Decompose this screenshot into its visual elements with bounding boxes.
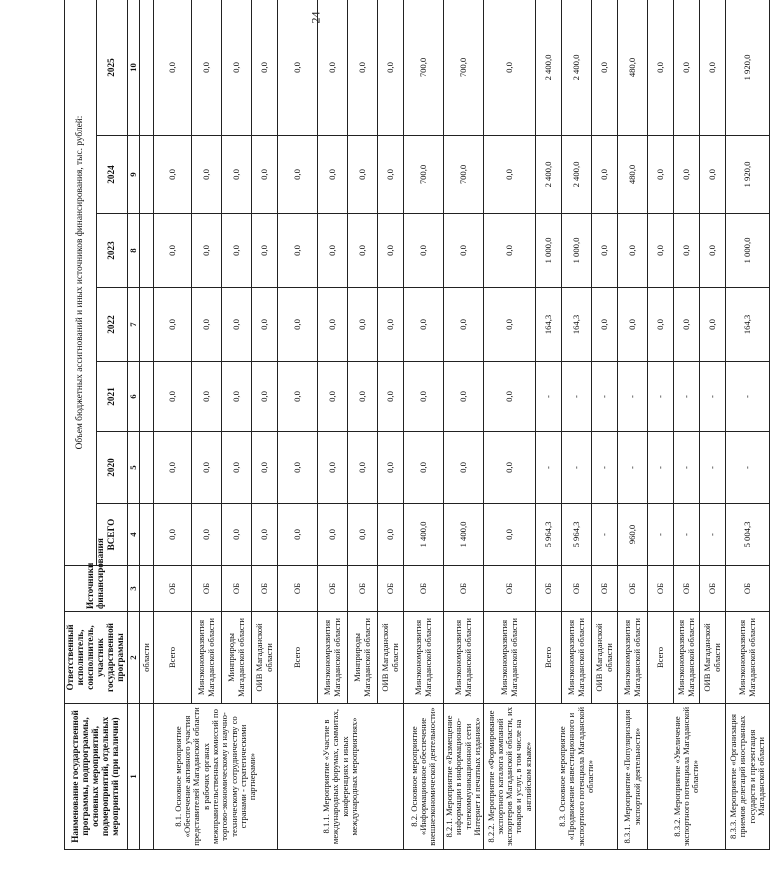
source-cell: ОБ bbox=[348, 566, 378, 612]
table-row bbox=[140, 0, 154, 850]
year-value-cell: 0,0 bbox=[674, 288, 700, 362]
column-number: 3 bbox=[127, 566, 140, 612]
year-value-cell: 0,0 bbox=[700, 214, 726, 288]
year-value-cell: 0,0 bbox=[318, 432, 348, 504]
table-row bbox=[536, 0, 562, 850]
executor-cell: Всего bbox=[154, 612, 192, 704]
header-executor: Ответственный исполнитель, соисполнитель, участник государственной программы bbox=[65, 612, 128, 704]
year-value-cell: - bbox=[562, 362, 592, 432]
source-cell: ОБ bbox=[648, 566, 674, 612]
total-value-cell: 960,0 bbox=[618, 504, 648, 566]
year-value-cell: 0,0 bbox=[278, 0, 318, 136]
activity-name-cell: 8.3.1. Мероприятие «Популяризация экспортной деятельности» bbox=[618, 704, 648, 850]
column-number: 6 bbox=[127, 362, 140, 432]
total-value-cell: 0,0 bbox=[484, 504, 536, 566]
year-value-cell: 0,0 bbox=[252, 214, 278, 288]
column-number: 2 bbox=[127, 612, 140, 704]
source-cell: ОБ bbox=[154, 566, 192, 612]
year-value-cell: 1 000,0 bbox=[726, 214, 770, 288]
year-value-cell: 0,0 bbox=[484, 362, 536, 432]
total-value-cell: 0,0 bbox=[378, 504, 404, 566]
year-value-cell: 0,0 bbox=[618, 214, 648, 288]
year-value-cell bbox=[140, 362, 154, 432]
executor-cell: Минэкономразвития Магаданской области bbox=[726, 612, 770, 704]
column-number: 5 bbox=[127, 432, 140, 504]
year-value-cell: 0,0 bbox=[318, 362, 348, 432]
year-value-cell: - bbox=[618, 362, 648, 432]
year-value-cell: 0,0 bbox=[484, 288, 536, 362]
header-source: Источники финансирования bbox=[65, 566, 128, 612]
activity-name-cell: 8.2.2. Мероприятие «Формирование экспортного каталога компаний экспортеров Магаданской области, их товаров и услуг, в том числе на английском языке» bbox=[484, 704, 536, 850]
year-value-cell: 0,0 bbox=[648, 136, 674, 214]
year-value-cell: 0,0 bbox=[222, 362, 252, 432]
year-value-cell: 0,0 bbox=[278, 136, 318, 214]
year-value-cell: 700,0 bbox=[444, 0, 484, 136]
year-value-cell: 1 000,0 bbox=[536, 214, 562, 288]
year-value-cell: 0,0 bbox=[348, 214, 378, 288]
year-value-cell: 1 920,0 bbox=[726, 136, 770, 214]
year-value-cell: 0,0 bbox=[674, 136, 700, 214]
year-value-cell: 0,0 bbox=[154, 0, 192, 136]
column-number: 8 bbox=[127, 214, 140, 288]
year-value-cell: 0,0 bbox=[154, 214, 192, 288]
activity-name-cell: 8.1.1. Мероприятие «Участие в международных форумах, саммитах, конференциях и иных международных мероприятиях» bbox=[278, 704, 404, 850]
year-value-cell bbox=[140, 432, 154, 504]
year-value-cell: 0,0 bbox=[700, 136, 726, 214]
year-value-cell: 0,0 bbox=[674, 214, 700, 288]
executor-cell: Минприроды Магаданской области bbox=[222, 612, 252, 704]
year-value-cell: 0,0 bbox=[444, 214, 484, 288]
year-value-cell: 0,0 bbox=[484, 0, 536, 136]
total-value-cell: 0,0 bbox=[154, 504, 192, 566]
year-value-cell: 0,0 bbox=[404, 432, 444, 504]
year-value-cell: 0,0 bbox=[348, 136, 378, 214]
total-value-cell: 1 400,0 bbox=[444, 504, 484, 566]
activity-name-cell: 8.2.1. Мероприятие «Размещение информации в информационно-телекоммуникационной сети Интернет и печатных изданиях» bbox=[444, 704, 484, 850]
year-value-cell: 0,0 bbox=[484, 432, 536, 504]
year-value-cell: 700,0 bbox=[444, 136, 484, 214]
year-value-cell: 2 400,0 bbox=[536, 136, 562, 214]
executor-cell: ОИВ Магаданской области bbox=[700, 612, 726, 704]
year-value-cell: 0,0 bbox=[378, 432, 404, 504]
column-number: 9 bbox=[127, 136, 140, 214]
year-value-cell: - bbox=[674, 432, 700, 504]
year-value-cell: 0,0 bbox=[192, 362, 222, 432]
total-value-cell: 0,0 bbox=[222, 504, 252, 566]
source-cell: ОБ bbox=[592, 566, 618, 612]
year-value-cell: - bbox=[562, 432, 592, 504]
total-value-cell: - bbox=[592, 504, 618, 566]
year-value-cell: 1 920,0 bbox=[726, 0, 770, 136]
year-value-cell: 0,0 bbox=[154, 288, 192, 362]
year-value-cell: 0,0 bbox=[348, 362, 378, 432]
year-value-cell bbox=[140, 0, 154, 136]
total-value-cell: 5 964,3 bbox=[536, 504, 562, 566]
year-value-cell: 0,0 bbox=[318, 0, 348, 136]
year-value-cell: 0,0 bbox=[378, 214, 404, 288]
header-name: Наименование государственной программы, подпрограммы, основных мероприятий, подмероприятий, отдельных мероприятий (при наличии) bbox=[65, 704, 128, 850]
table-row bbox=[618, 0, 648, 850]
total-value-cell bbox=[140, 504, 154, 566]
year-value-cell: 0,0 bbox=[192, 0, 222, 136]
total-value-cell: 0,0 bbox=[278, 504, 318, 566]
source-cell: ОБ bbox=[536, 566, 562, 612]
year-value-cell: 0,0 bbox=[192, 136, 222, 214]
year-value-cell: 0,0 bbox=[484, 214, 536, 288]
year-value-cell: 0,0 bbox=[318, 214, 348, 288]
header-year: 2021 bbox=[96, 362, 127, 432]
header-row-1 bbox=[65, 0, 97, 850]
year-value-cell: 0,0 bbox=[592, 136, 618, 214]
year-value-cell: 700,0 bbox=[404, 136, 444, 214]
rotated-table-container bbox=[64, 40, 767, 850]
year-value-cell: 0,0 bbox=[378, 0, 404, 136]
year-value-cell: 0,0 bbox=[648, 288, 674, 362]
year-value-cell: 0,0 bbox=[404, 362, 444, 432]
source-cell: ОБ bbox=[562, 566, 592, 612]
source-cell: ОБ bbox=[484, 566, 536, 612]
year-value-cell: 0,0 bbox=[378, 288, 404, 362]
activity-name-cell: 8.3.2. Мероприятие «Увеличение экспортного потенциала Магаданской области» bbox=[648, 704, 726, 850]
year-value-cell: 0,0 bbox=[404, 214, 444, 288]
year-value-cell: - bbox=[618, 432, 648, 504]
year-value-cell: 164,3 bbox=[726, 288, 770, 362]
source-cell bbox=[140, 566, 154, 612]
executor-cell: Минэкономразвития Магаданской области bbox=[562, 612, 592, 704]
year-value-cell: 0,0 bbox=[222, 214, 252, 288]
executor-cell: Минэкономразвития Магаданской области bbox=[444, 612, 484, 704]
column-number: 7 bbox=[127, 288, 140, 362]
executor-cell: Минэкономразвития Магаданской области bbox=[674, 612, 700, 704]
header-funding-group: Объем бюджетных ассигнований и иных источников финансирования, тыс. рублей: bbox=[65, 0, 97, 566]
source-cell: ОБ bbox=[726, 566, 770, 612]
executor-cell: ОИВ Магаданской области bbox=[252, 612, 278, 704]
year-value-cell: 0,0 bbox=[348, 288, 378, 362]
year-value-cell: 0,0 bbox=[444, 288, 484, 362]
year-value-cell: 0,0 bbox=[278, 214, 318, 288]
year-value-cell: 0,0 bbox=[318, 288, 348, 362]
table-row bbox=[444, 0, 484, 850]
year-value-cell: 0,0 bbox=[592, 214, 618, 288]
year-value-cell: 0,0 bbox=[222, 288, 252, 362]
year-value-cell: - bbox=[726, 432, 770, 504]
total-value-cell: 0,0 bbox=[348, 504, 378, 566]
year-value-cell: 0,0 bbox=[318, 136, 348, 214]
year-value-cell: 0,0 bbox=[252, 362, 278, 432]
year-value-cell: 0,0 bbox=[222, 0, 252, 136]
year-value-cell: 700,0 bbox=[404, 0, 444, 136]
year-value-cell: 0,0 bbox=[674, 0, 700, 136]
executor-cell: Минэкономразвития Магаданской области bbox=[318, 612, 348, 704]
year-value-cell: 0,0 bbox=[154, 136, 192, 214]
table-row bbox=[154, 0, 192, 850]
column-number-row bbox=[127, 0, 140, 850]
year-value-cell: - bbox=[536, 362, 562, 432]
year-value-cell: 0,0 bbox=[648, 214, 674, 288]
year-value-cell bbox=[140, 136, 154, 214]
year-value-cell: 0,0 bbox=[444, 362, 484, 432]
activity-name-cell: 8.3.3. Мероприятие «Организация приемов делегаций иностранных государств и презентация Магаданской области bbox=[726, 704, 770, 850]
executor-cell: Минэкономразвития Магаданской области bbox=[484, 612, 536, 704]
source-cell: ОБ bbox=[192, 566, 222, 612]
total-value-cell: 5 004,3 bbox=[726, 504, 770, 566]
year-value-cell: - bbox=[648, 432, 674, 504]
source-cell: ОБ bbox=[318, 566, 348, 612]
year-value-cell: 0,0 bbox=[278, 288, 318, 362]
year-value-cell: 0,0 bbox=[648, 0, 674, 136]
year-value-cell: - bbox=[726, 362, 770, 432]
year-value-cell bbox=[140, 214, 154, 288]
table-row bbox=[648, 0, 674, 850]
year-value-cell: 0,0 bbox=[404, 288, 444, 362]
year-value-cell: 0,0 bbox=[618, 288, 648, 362]
year-value-cell: 0,0 bbox=[192, 432, 222, 504]
column-number: 1 bbox=[127, 704, 140, 850]
table-row bbox=[484, 0, 536, 850]
column-number: 4 bbox=[127, 504, 140, 566]
source-cell: ОБ bbox=[618, 566, 648, 612]
activity-name-cell: 8.2. Основное мероприятие «Информационное обеспечение внешнеэкономической деятельности» bbox=[404, 704, 444, 850]
year-value-cell: 0,0 bbox=[348, 432, 378, 504]
year-value-cell: 0,0 bbox=[592, 288, 618, 362]
year-value-cell: - bbox=[592, 362, 618, 432]
year-value-cell: 0,0 bbox=[222, 432, 252, 504]
total-value-cell: 0,0 bbox=[192, 504, 222, 566]
executor-cell: Минэкономразвития Магаданской области bbox=[618, 612, 648, 704]
total-value-cell: 0,0 bbox=[252, 504, 278, 566]
year-value-cell: - bbox=[674, 362, 700, 432]
header-year: 2024 bbox=[96, 136, 127, 214]
total-value-cell: - bbox=[700, 504, 726, 566]
year-value-cell: 0,0 bbox=[222, 136, 252, 214]
year-value-cell bbox=[140, 288, 154, 362]
year-value-cell: 0,0 bbox=[484, 136, 536, 214]
source-cell: ОБ bbox=[252, 566, 278, 612]
executor-cell: Минэкономразвития Магаданской области bbox=[192, 612, 222, 704]
total-value-cell: 0,0 bbox=[318, 504, 348, 566]
header-year: 2025 bbox=[96, 0, 127, 136]
executor-cell: Всего bbox=[536, 612, 562, 704]
source-cell: ОБ bbox=[700, 566, 726, 612]
year-value-cell: 0,0 bbox=[252, 288, 278, 362]
year-value-cell: 0,0 bbox=[252, 0, 278, 136]
column-number: 10 bbox=[127, 0, 140, 136]
year-value-cell: 0,0 bbox=[278, 362, 318, 432]
activity-name-cell bbox=[140, 704, 154, 850]
source-cell: ОБ bbox=[674, 566, 700, 612]
year-value-cell: 2 400,0 bbox=[562, 136, 592, 214]
executor-cell: Минэкономразвития Магаданской области bbox=[404, 612, 444, 704]
source-cell: ОБ bbox=[222, 566, 252, 612]
year-value-cell: - bbox=[700, 362, 726, 432]
year-value-cell: 2 400,0 bbox=[562, 0, 592, 136]
source-cell: ОБ bbox=[278, 566, 318, 612]
year-value-cell: 1 000,0 bbox=[562, 214, 592, 288]
year-value-cell: 0,0 bbox=[444, 432, 484, 504]
year-value-cell: - bbox=[536, 432, 562, 504]
source-cell: ОБ bbox=[404, 566, 444, 612]
table-body bbox=[127, 0, 770, 850]
year-value-cell: 0,0 bbox=[592, 0, 618, 136]
header-total: ВСЕГО bbox=[96, 504, 127, 566]
table-row bbox=[404, 0, 444, 850]
executor-cell: ОИВ Магаданской области bbox=[592, 612, 618, 704]
executor-cell: ОИВ Магаданской области bbox=[378, 612, 404, 704]
year-value-cell: - bbox=[648, 362, 674, 432]
year-value-cell: 0,0 bbox=[700, 288, 726, 362]
total-value-cell: - bbox=[674, 504, 700, 566]
table-row bbox=[726, 0, 770, 850]
table-row bbox=[278, 0, 318, 850]
year-value-cell: 480,0 bbox=[618, 0, 648, 136]
executor-cell: области bbox=[140, 612, 154, 704]
executor-cell: Всего bbox=[278, 612, 318, 704]
year-value-cell: 2 400,0 bbox=[536, 0, 562, 136]
year-value-cell: - bbox=[592, 432, 618, 504]
year-value-cell: 0,0 bbox=[278, 432, 318, 504]
year-value-cell: 0,0 bbox=[192, 214, 222, 288]
source-cell: ОБ bbox=[444, 566, 484, 612]
budget-table bbox=[64, 0, 770, 850]
year-value-cell: 0,0 bbox=[154, 362, 192, 432]
year-value-cell: 164,3 bbox=[536, 288, 562, 362]
year-value-cell: 164,3 bbox=[562, 288, 592, 362]
year-value-cell: 480,0 bbox=[618, 136, 648, 214]
header-year: 2023 bbox=[96, 214, 127, 288]
source-cell: ОБ bbox=[378, 566, 404, 612]
activity-name-cell: 8.3. Основное мероприятие «Продвижение инвестиционного и экспортного потенциала Магаданской области» bbox=[536, 704, 618, 850]
header-year: 2020 bbox=[96, 432, 127, 504]
year-value-cell: 0,0 bbox=[252, 136, 278, 214]
executor-cell: Минприроды Магаданской области bbox=[348, 612, 378, 704]
total-value-cell: 5 964,3 bbox=[562, 504, 592, 566]
year-value-cell: 0,0 bbox=[378, 136, 404, 214]
year-value-cell: 0,0 bbox=[192, 288, 222, 362]
activity-name-cell: 8.1. Основное мероприятие «Обеспечение активного участия представителей Магаданской области в рабочих органах межправительственных комиссий по торгово-экономическому и научно-техническому сотрудничеству со странами - стратегическими партнерами» bbox=[154, 704, 278, 850]
year-value-cell: 0,0 bbox=[348, 0, 378, 136]
year-value-cell: 0,0 bbox=[252, 432, 278, 504]
header-year: 2022 bbox=[96, 288, 127, 362]
total-value-cell: - bbox=[648, 504, 674, 566]
executor-cell: Всего bbox=[648, 612, 674, 704]
page-number: 24 bbox=[308, 11, 323, 24]
year-value-cell: 0,0 bbox=[378, 362, 404, 432]
year-value-cell: 0,0 bbox=[700, 0, 726, 136]
year-value-cell: 0,0 bbox=[154, 432, 192, 504]
total-value-cell: 1 400,0 bbox=[404, 504, 444, 566]
year-value-cell: - bbox=[700, 432, 726, 504]
